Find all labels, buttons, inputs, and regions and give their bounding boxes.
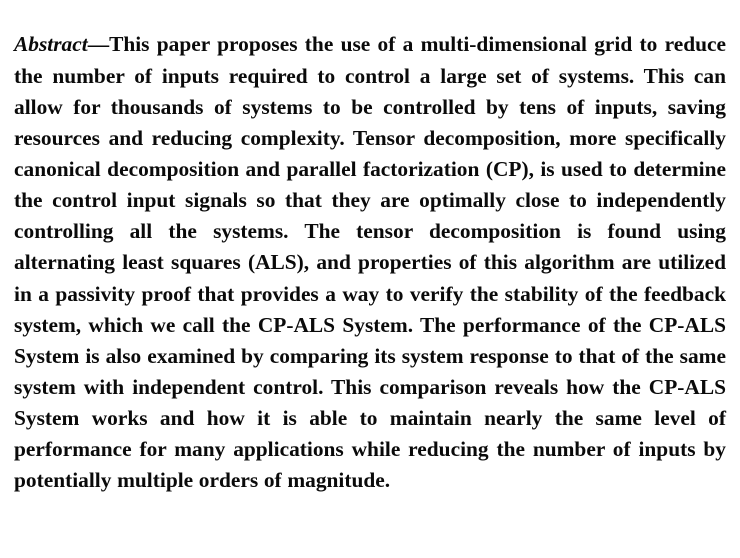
abstract-dash: — [87, 32, 110, 57]
abstract-body-text: This paper proposes the use of a multi-dimensional grid to reduce the number of inputs required to control a large set of systems. This can allow for thousands of systems to be controlled by tens of inputs, saving resources and reducing complexity. Tensor decomposition, more specifically canonical decomposition and parallel factorization (CP), is used to determine the control input signals so that they are optimally close to independently controlling all the systems. The tensor decomposition is found using alternating least squares (ALS), and properties of this algorithm are utilized in a passivity proof that provides a way to verify the stability of the feedback system, which we call the CP-ALS System. The performance of the CP-ALS System is also examined by comparing its system response to that of the same system with independent control. This comparison reveals how the CP-ALS System works and how it is able to maintain nearly the same level of performance for many applications while reducing the number of inputs by potentially multiple orders of magnitude. [14, 32, 726, 493]
abstract-label: Abstract [14, 32, 88, 57]
abstract-paragraph [14, 29, 726, 496]
